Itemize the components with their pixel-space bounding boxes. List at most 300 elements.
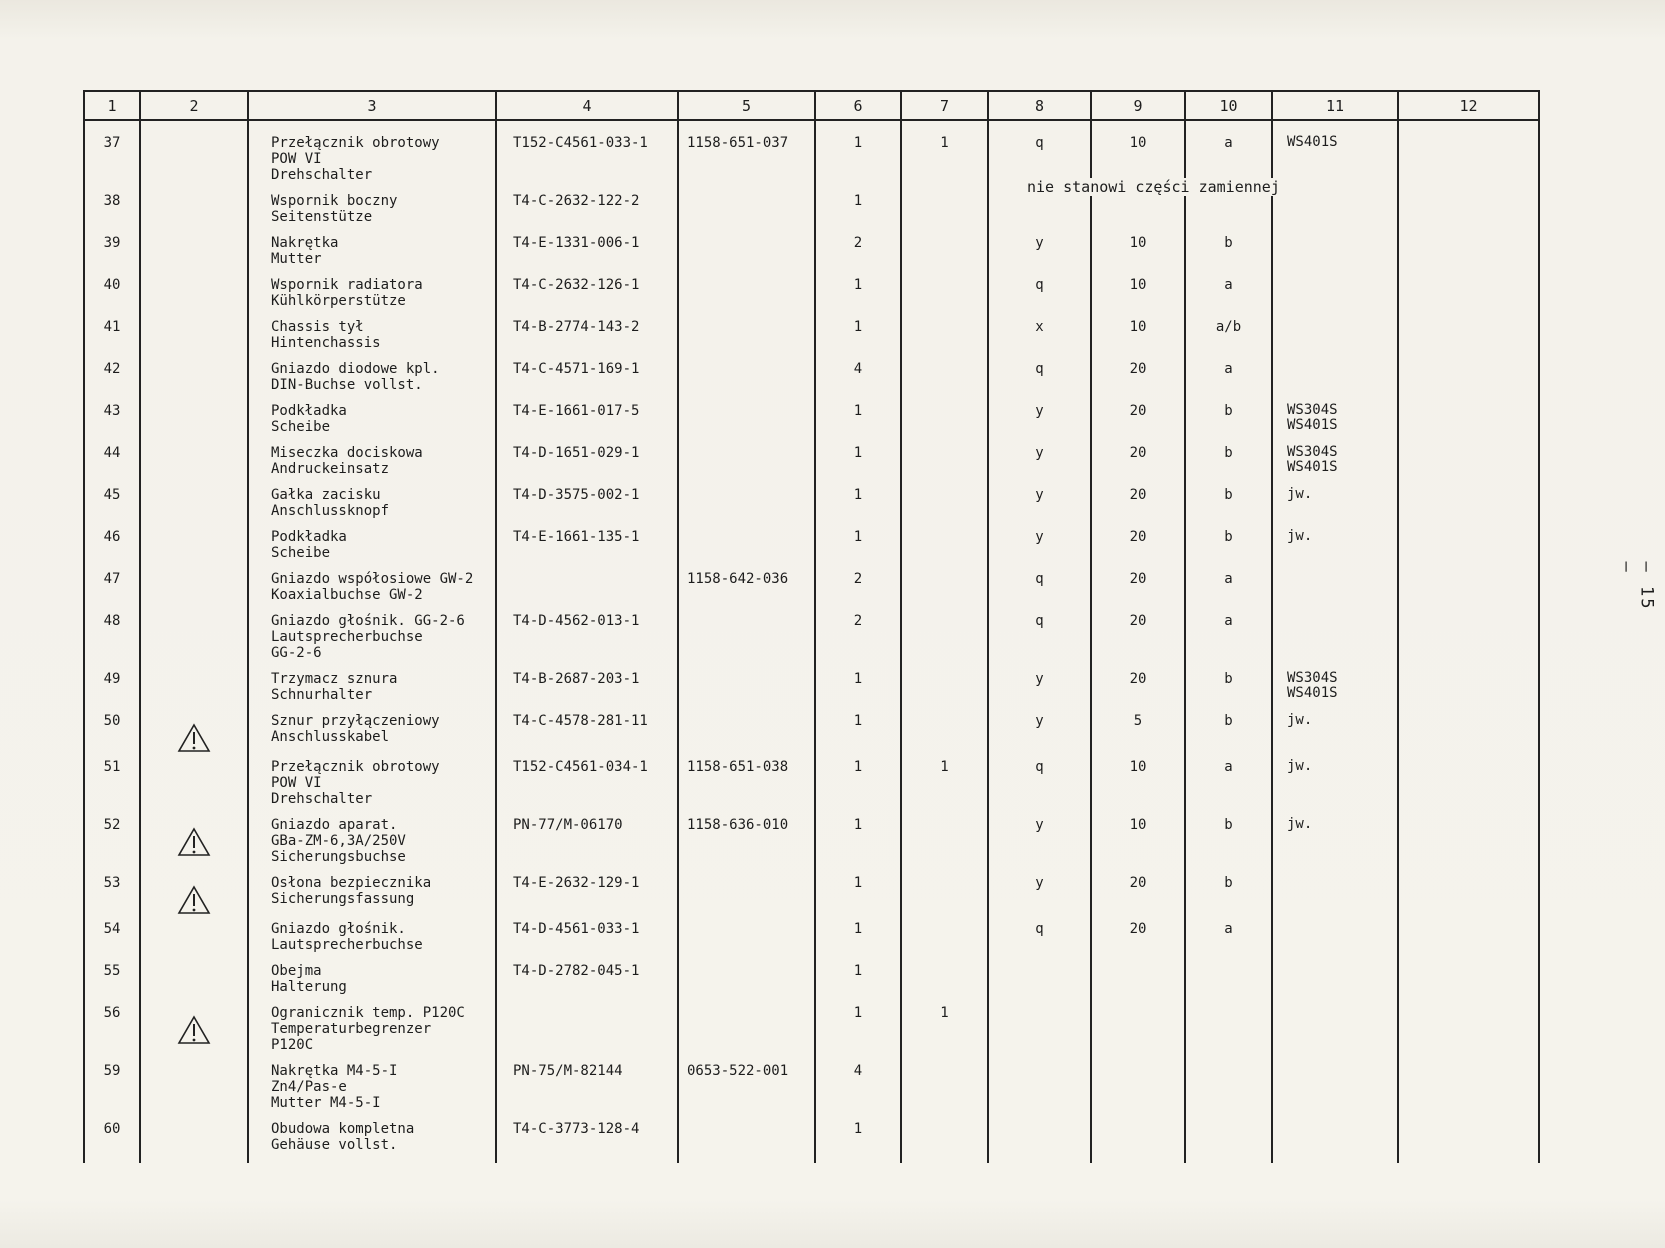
column-10-value: b — [1185, 235, 1272, 277]
safety-mark-cell — [140, 921, 248, 963]
column-7-value — [901, 529, 988, 571]
order-number: 0653-522-001 — [678, 1063, 815, 1121]
quantity: 1 — [815, 193, 901, 235]
item-name-line: GBa-ZM-6,3A/250V — [271, 833, 406, 849]
note-line: WS401S — [1287, 134, 1338, 150]
column-8-value — [988, 1121, 1091, 1163]
model-note — [1272, 613, 1398, 671]
column-10-value: b — [1185, 403, 1272, 445]
model-note — [1272, 445, 1398, 487]
column-10-value: a — [1185, 613, 1272, 671]
column-9-value — [1091, 963, 1185, 1005]
model-note — [1272, 1121, 1398, 1163]
quantity: 1 — [815, 529, 901, 571]
part-code: T4-D-4562-013-1 — [496, 613, 678, 671]
column-7-value — [901, 963, 988, 1005]
position-number: 54 — [84, 921, 140, 963]
position-number: 50 — [84, 713, 140, 759]
column-12-value — [1398, 817, 1539, 875]
part-code: T4-C-4571-169-1 — [496, 361, 678, 403]
position-number: 39 — [84, 235, 140, 277]
column-9-value — [1091, 1121, 1185, 1163]
column-12-value — [1398, 361, 1539, 403]
safety-mark-cell — [140, 445, 248, 487]
column-10-value: b — [1185, 487, 1272, 529]
safety-mark-cell — [140, 1063, 248, 1121]
column-8-value: y — [988, 487, 1091, 529]
safety-mark-cell — [140, 613, 248, 671]
column-10-value — [1185, 963, 1272, 1005]
table-row — [84, 571, 1539, 613]
page-number: — 15 — — [1616, 561, 1657, 611]
table-row — [84, 875, 1539, 921]
column-7-value — [901, 361, 988, 403]
quantity: 1 — [815, 319, 901, 361]
column-12-value — [1398, 921, 1539, 963]
column-8-value: y — [988, 671, 1091, 713]
position-number: 60 — [84, 1121, 140, 1163]
item-name-line: Gniazdo głośnik. — [271, 921, 406, 937]
item-name-line: Gniazdo aparat. — [271, 817, 398, 833]
order-number — [678, 875, 815, 921]
column-9-value — [1091, 1063, 1185, 1121]
model-note — [1272, 193, 1398, 235]
order-number — [678, 1005, 815, 1063]
model-note — [1272, 1005, 1398, 1063]
position-number: 45 — [84, 487, 140, 529]
column-9-value: 10 — [1091, 319, 1185, 361]
table-row — [84, 193, 1539, 235]
safety-mark-cell — [140, 235, 248, 277]
item-name-line: Obejma — [271, 963, 322, 979]
quantity: 1 — [815, 671, 901, 713]
model-note — [1272, 403, 1398, 445]
column-10-value — [1185, 1121, 1272, 1163]
column-8-value — [988, 963, 1091, 1005]
quantity: 1 — [815, 875, 901, 921]
column-9-value: 20 — [1091, 403, 1185, 445]
column-12-value — [1398, 445, 1539, 487]
column-9-value: 10 — [1091, 120, 1185, 193]
quantity: 1 — [815, 277, 901, 319]
item-name — [248, 921, 496, 963]
column-9-value — [1091, 193, 1185, 235]
quantity: 4 — [815, 1063, 901, 1121]
column-10-value: b — [1185, 671, 1272, 713]
column-7-value — [901, 235, 988, 277]
quantity: 1 — [815, 120, 901, 193]
part-code: T4-D-4561-033-1 — [496, 921, 678, 963]
part-code: T152-C4561-034-1 — [496, 759, 678, 817]
item-name-line: GG-2-6 — [271, 645, 322, 661]
part-code: T4-E-1331-006-1 — [496, 235, 678, 277]
column-7-value — [901, 193, 988, 235]
model-note — [1272, 759, 1398, 817]
quantity: 2 — [815, 571, 901, 613]
model-note — [1272, 713, 1398, 759]
model-note — [1272, 817, 1398, 875]
safety-mark-cell — [140, 817, 248, 875]
column-7-value: 1 — [901, 120, 988, 193]
table-row — [84, 120, 1539, 193]
column-10-value: a — [1185, 571, 1272, 613]
item-name-line: Sicherungsfassung — [271, 891, 415, 907]
column-8-value — [988, 193, 1091, 235]
item-name — [248, 1121, 496, 1163]
column-12-value — [1398, 319, 1539, 361]
quantity: 1 — [815, 713, 901, 759]
item-name-line: Nakrętka — [271, 235, 339, 251]
model-note — [1272, 1063, 1398, 1121]
item-name-line: Schnurhalter — [271, 687, 373, 703]
item-name-line: Mutter — [271, 251, 322, 267]
table-row — [84, 613, 1539, 671]
item-name — [248, 361, 496, 403]
item-name — [248, 529, 496, 571]
warning-triangle-icon — [177, 723, 211, 753]
column-12-value — [1398, 487, 1539, 529]
item-name-line: Obudowa kompletna — [271, 1121, 415, 1137]
item-name-line: Sicherungsbuchse — [271, 849, 406, 865]
column-8-value: q — [988, 571, 1091, 613]
note-line: WS401S — [1287, 417, 1338, 433]
safety-mark-cell — [140, 671, 248, 713]
column-12-value — [1398, 403, 1539, 445]
part-code — [496, 1005, 678, 1063]
item-name-line: Mutter M4-5-I — [271, 1095, 381, 1111]
item-name — [248, 759, 496, 817]
column-header: 10 — [1185, 91, 1272, 120]
item-name-line: Koaxialbuchse GW-2 — [271, 587, 423, 603]
order-number: 1158-642-036 — [678, 571, 815, 613]
part-code — [496, 571, 678, 613]
item-name-line: Lautsprecherbuchse — [271, 629, 423, 645]
table-row — [84, 921, 1539, 963]
safety-mark-cell — [140, 759, 248, 817]
item-name-line: Scheibe — [271, 545, 331, 561]
item-name — [248, 963, 496, 1005]
position-number: 46 — [84, 529, 140, 571]
column-8-value: y — [988, 713, 1091, 759]
column-9-value: 10 — [1091, 235, 1185, 277]
order-number — [678, 193, 815, 235]
quantity: 1 — [815, 963, 901, 1005]
item-name-line: Andruckeinsatz — [271, 461, 390, 477]
order-number — [678, 487, 815, 529]
order-number — [678, 403, 815, 445]
safety-mark-cell — [140, 120, 248, 193]
item-name-line: DIN-Buchse vollst. — [271, 377, 423, 393]
item-name-line: Przełącznik obrotowy — [271, 135, 440, 151]
position-number: 55 — [84, 963, 140, 1005]
column-9-value: 20 — [1091, 921, 1185, 963]
safety-mark-cell — [140, 277, 248, 319]
table-row — [84, 235, 1539, 277]
column-7-value — [901, 1121, 988, 1163]
column-12-value — [1398, 529, 1539, 571]
item-name — [248, 193, 496, 235]
column-12-value — [1398, 571, 1539, 613]
item-name-line: Miseczka dociskowa — [271, 445, 423, 461]
column-9-value: 20 — [1091, 613, 1185, 671]
column-8-value: y — [988, 445, 1091, 487]
model-note — [1272, 235, 1398, 277]
position-number: 40 — [84, 277, 140, 319]
column-10-value: b — [1185, 875, 1272, 921]
item-name-line: Sznur przyłączeniowy — [271, 713, 440, 729]
column-header: 3 — [248, 91, 496, 120]
order-number — [678, 529, 815, 571]
part-code: T4-D-1651-029-1 — [496, 445, 678, 487]
item-name-line: Drehschalter — [271, 791, 373, 807]
safety-mark-cell — [140, 319, 248, 361]
note-line: jw. — [1287, 486, 1313, 502]
column-10-value: b — [1185, 445, 1272, 487]
quantity: 1 — [815, 817, 901, 875]
column-9-value: 20 — [1091, 445, 1185, 487]
model-note — [1272, 963, 1398, 1005]
item-name — [248, 1063, 496, 1121]
note-line: WS304S — [1287, 670, 1338, 686]
table-row — [84, 759, 1539, 817]
column-7-value — [901, 277, 988, 319]
warning-triangle-icon — [177, 885, 211, 915]
position-number: 52 — [84, 817, 140, 875]
position-number: 47 — [84, 571, 140, 613]
item-name — [248, 571, 496, 613]
column-10-value: a — [1185, 120, 1272, 193]
column-12-value — [1398, 759, 1539, 817]
position-number: 51 — [84, 759, 140, 817]
order-number — [678, 613, 815, 671]
item-name — [248, 403, 496, 445]
not-spare-part-note: nie stanowi części zamiennej — [1027, 178, 1280, 196]
column-10-value — [1185, 193, 1272, 235]
column-8-value: q — [988, 361, 1091, 403]
position-number: 44 — [84, 445, 140, 487]
order-number — [678, 445, 815, 487]
column-header: 7 — [901, 91, 988, 120]
model-note — [1272, 361, 1398, 403]
note-line: jw. — [1287, 712, 1313, 728]
column-10-value: b — [1185, 713, 1272, 759]
order-number — [678, 963, 815, 1005]
item-name-line: Gałka zacisku — [271, 487, 381, 503]
column-header: 2 — [140, 91, 248, 120]
column-7-value — [901, 921, 988, 963]
column-9-value: 20 — [1091, 361, 1185, 403]
safety-mark-cell — [140, 713, 248, 759]
part-code: T4-C-2632-126-1 — [496, 277, 678, 319]
table-row — [84, 1121, 1539, 1163]
column-12-value — [1398, 671, 1539, 713]
table-row — [84, 671, 1539, 713]
table-row — [84, 487, 1539, 529]
note-line: WS401S — [1287, 685, 1338, 701]
safety-mark-cell — [140, 1121, 248, 1163]
item-name-line: Hintenchassis — [271, 335, 381, 351]
column-9-value: 20 — [1091, 571, 1185, 613]
column-9-value: 20 — [1091, 875, 1185, 921]
column-9-value: 20 — [1091, 529, 1185, 571]
item-name-line: Zn4/Pas-e — [271, 1079, 347, 1095]
item-name-line: Wspornik radiatora — [271, 277, 423, 293]
column-9-value: 5 — [1091, 713, 1185, 759]
item-name-line: Anschlusskabel — [271, 729, 390, 745]
column-12-value — [1398, 875, 1539, 921]
order-number: 1158-651-038 — [678, 759, 815, 817]
table-row — [84, 277, 1539, 319]
item-name-line: Kühlkörperstütze — [271, 293, 406, 309]
column-10-value: a — [1185, 921, 1272, 963]
position-number: 43 — [84, 403, 140, 445]
item-name — [248, 613, 496, 671]
item-name — [248, 235, 496, 277]
column-7-value — [901, 875, 988, 921]
position-number: 37 — [84, 120, 140, 193]
position-number: 48 — [84, 613, 140, 671]
part-code: T4-E-1661-017-5 — [496, 403, 678, 445]
note-line: jw. — [1287, 528, 1313, 544]
table-row — [84, 1005, 1539, 1063]
item-name-line: Anschlussknopf — [271, 503, 390, 519]
quantity: 2 — [815, 235, 901, 277]
quantity: 1 — [815, 1121, 901, 1163]
part-code: T4-C-4578-281-11 — [496, 713, 678, 759]
item-name — [248, 487, 496, 529]
quantity: 1 — [815, 403, 901, 445]
column-9-value: 10 — [1091, 817, 1185, 875]
safety-mark-cell — [140, 403, 248, 445]
item-name — [248, 671, 496, 713]
note-line: WS401S — [1287, 459, 1338, 475]
order-number — [678, 713, 815, 759]
order-number — [678, 277, 815, 319]
model-note — [1272, 487, 1398, 529]
item-name — [248, 277, 496, 319]
note-line: WS304S — [1287, 444, 1338, 460]
column-header: 8 — [988, 91, 1091, 120]
column-7-value — [901, 1063, 988, 1121]
warning-triangle-icon — [177, 1015, 211, 1045]
quantity: 4 — [815, 361, 901, 403]
item-name-line: Chassis tył — [271, 319, 364, 335]
item-name-line: Nakrętka M4-5-I — [271, 1063, 398, 1079]
position-number: 49 — [84, 671, 140, 713]
note-line: WS304S — [1287, 402, 1338, 418]
position-number: 56 — [84, 1005, 140, 1063]
column-8-value: y — [988, 235, 1091, 277]
safety-mark-cell — [140, 963, 248, 1005]
note-line: jw. — [1287, 758, 1313, 774]
parts-list-table — [83, 90, 1540, 1163]
item-name-line: Gniazdo diodowe kpl. — [271, 361, 440, 377]
table-row — [84, 963, 1539, 1005]
column-header: 5 — [678, 91, 815, 120]
model-note — [1272, 529, 1398, 571]
item-name-line: Halterung — [271, 979, 347, 995]
column-8-value: q — [988, 921, 1091, 963]
quantity: 1 — [815, 759, 901, 817]
column-8-value: y — [988, 529, 1091, 571]
column-7-value — [901, 571, 988, 613]
table-row — [84, 445, 1539, 487]
column-10-value: a — [1185, 277, 1272, 319]
table-row — [84, 713, 1539, 759]
table-row — [84, 817, 1539, 875]
column-12-value — [1398, 1121, 1539, 1163]
safety-mark-cell — [140, 361, 248, 403]
column-10-value: a — [1185, 759, 1272, 817]
order-number — [678, 361, 815, 403]
column-7-value: 1 — [901, 1005, 988, 1063]
position-number: 59 — [84, 1063, 140, 1121]
order-number — [678, 1121, 815, 1163]
part-code: T4-E-1661-135-1 — [496, 529, 678, 571]
column-8-value: y — [988, 403, 1091, 445]
item-name-line: Gniazdo współosiowe GW-2 — [271, 571, 474, 587]
model-note — [1272, 120, 1398, 193]
column-header: 11 — [1272, 91, 1398, 120]
item-name — [248, 120, 496, 193]
model-note — [1272, 571, 1398, 613]
item-name-line: Scheibe — [271, 419, 331, 435]
column-8-value: q — [988, 120, 1091, 193]
quantity: 1 — [815, 487, 901, 529]
item-name-line: Drehschalter — [271, 167, 373, 183]
column-10-value: a/b — [1185, 319, 1272, 361]
order-number: 1158-651-037 — [678, 120, 815, 193]
item-name-line: POW VI — [271, 151, 322, 167]
safety-mark-cell — [140, 529, 248, 571]
item-name-line: P120C — [271, 1037, 314, 1053]
model-note — [1272, 875, 1398, 921]
part-code: T4-D-2782-045-1 — [496, 963, 678, 1005]
column-8-value — [988, 1063, 1091, 1121]
column-header: 4 — [496, 91, 678, 120]
column-12-value — [1398, 1063, 1539, 1121]
item-name-line: Temperaturbegrenzer — [271, 1021, 432, 1037]
model-note — [1272, 671, 1398, 713]
item-name — [248, 445, 496, 487]
column-10-value: a — [1185, 361, 1272, 403]
safety-mark-cell — [140, 571, 248, 613]
order-number: 1158-636-010 — [678, 817, 815, 875]
item-name-line: Gniazdo głośnik. GG-2-6 — [271, 613, 465, 629]
position-number: 42 — [84, 361, 140, 403]
item-name-line: Osłona bezpiecznika — [271, 875, 432, 891]
part-code: T4-B-2774-143-2 — [496, 319, 678, 361]
table-row — [84, 1063, 1539, 1121]
warning-triangle-icon — [177, 827, 211, 857]
quantity: 2 — [815, 613, 901, 671]
column-7-value — [901, 445, 988, 487]
column-header: 12 — [1398, 91, 1539, 120]
table-header-row — [84, 91, 1539, 120]
column-8-value — [988, 1005, 1091, 1063]
column-7-value — [901, 713, 988, 759]
item-name-line: Ogranicznik temp. P120C — [271, 1005, 465, 1021]
column-8-value: q — [988, 759, 1091, 817]
table-row — [84, 361, 1539, 403]
safety-mark-cell — [140, 1005, 248, 1063]
order-number — [678, 235, 815, 277]
quantity: 1 — [815, 1005, 901, 1063]
column-10-value: b — [1185, 817, 1272, 875]
part-code: PN-77/M-06170 — [496, 817, 678, 875]
part-code: T4-B-2687-203-1 — [496, 671, 678, 713]
note-line: jw. — [1287, 816, 1313, 832]
